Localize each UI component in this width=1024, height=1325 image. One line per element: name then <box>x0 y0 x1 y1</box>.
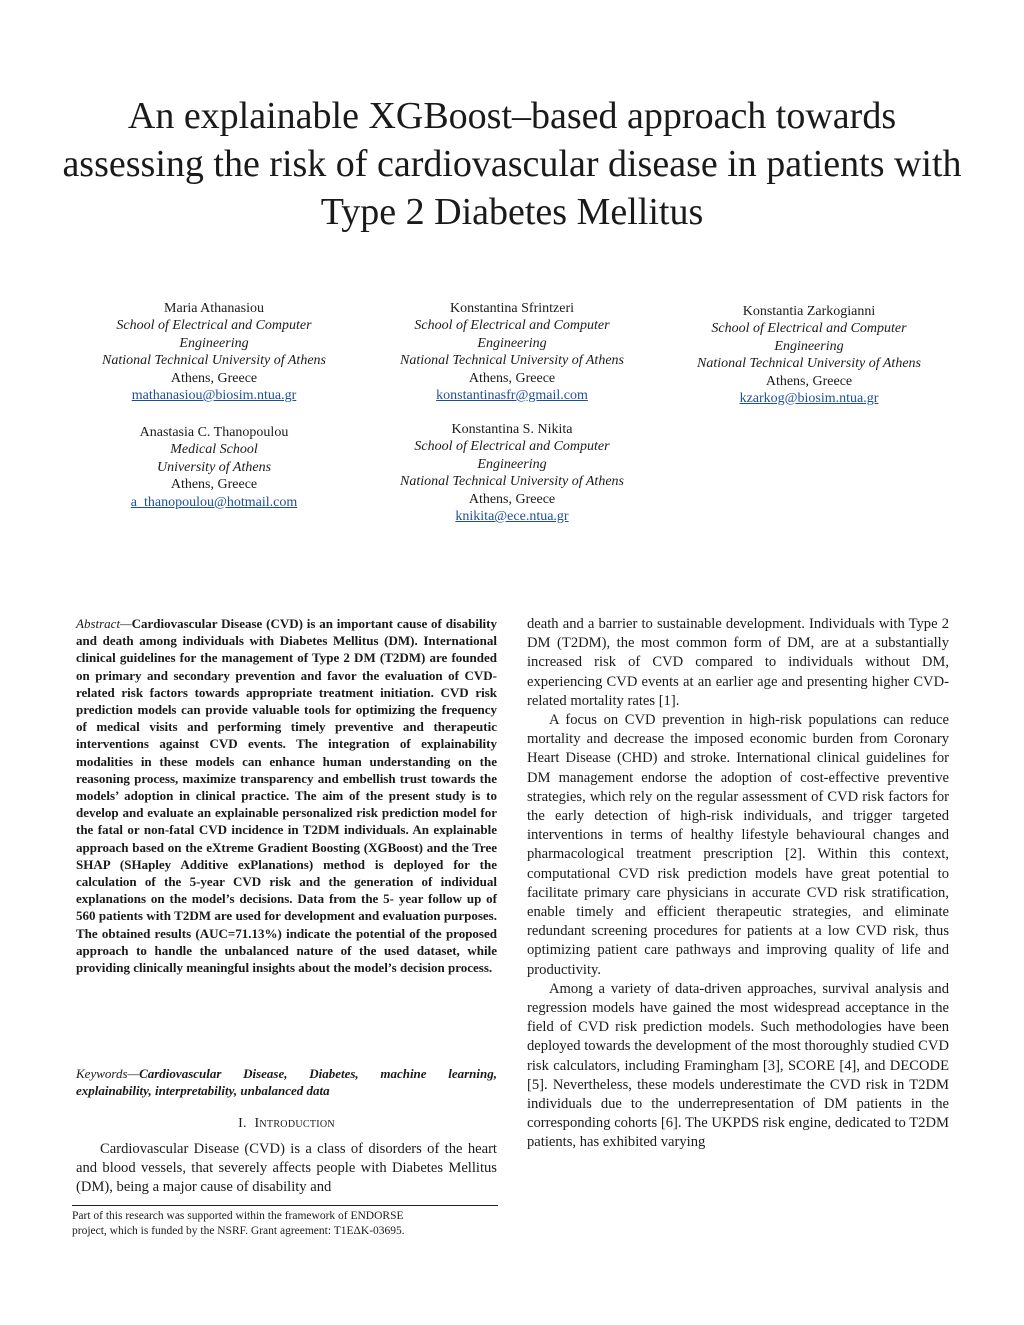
author-affiliation: National Technical University of Athens <box>400 353 624 369</box>
author-affiliation: School of Electrical and Computer <box>711 321 907 337</box>
author-affiliation: National Technical University of Athens <box>400 474 624 490</box>
author-affiliation: National Technical University of Athens <box>697 356 921 372</box>
author-name: Konstantina Sfrintzeri <box>449 301 575 316</box>
author-affiliation: Engineering <box>477 456 547 472</box>
author-affiliation: School of Electrical and Computer <box>414 318 610 334</box>
keywords-lead: Keywords— <box>76 1066 140 1081</box>
author-block <box>64 424 364 511</box>
footnote <box>72 1209 512 1239</box>
author-city: Athens, Greece <box>468 370 556 386</box>
author-city: Athens, Greece <box>765 373 853 389</box>
body-paragraph: Among a variety of data-driven approaches, survival analysis and regression models have gained the most widespread acceptance in the field of CVD risk prediction models. Such methodologies have been deployed towards the development of the most thoroughly studied CVD risk calculators, including Framingham [3], SCORE [4], and DECODE [5]. Nevertheless, these models underestimate the CVD risk in T2DM individuals due to the underrepresentation of DM patients in the corresponding cohorts [6]. The UKPDS risk engine, dedicated to T2DM patients, has exhibited varying <box>527 980 949 1151</box>
footnote-line: Part of this research was supported within the framework of ENDORSE <box>72 1210 404 1222</box>
author-block <box>659 303 959 407</box>
author-block <box>362 300 662 404</box>
abstract-lead: Abstract— <box>76 616 132 631</box>
author-block <box>362 421 662 525</box>
author-affiliation: Engineering <box>179 335 249 351</box>
author-city: Athens, Greece <box>170 370 258 386</box>
author-email-link[interactable]: knikita@ece.ntua.gr <box>455 509 569 525</box>
abstract-text: Cardiovascular Disease (CVD) is an important cause of disability and death among individuals with Diabetes Mellitus (DM). International clinical guidelines for the management of Type 2 DM (T2DM) are founded on primary and secondary prevention and favor the evaluation of CVD-related risk factors towards appropriate treatment initiation. CVD risk prediction models can provide valuable tools for optimizing the frequency of medical visits and performing timely preventive and therapeutic interventions against CVD events. The integration of explainability modalities in these models can enhance human understanding on the reasoning process, maximize transparency and embellish trust towards the models’ adoption in clinical practice. The aim of the present study is to develop and evaluate an explainable personalized risk prediction model for the fatal or non-fatal CVD incidence in T2DM individuals. An explainable approach based on the eXtreme Gradient Boosting (XGBoost) and the Tree SHAP (SHapley Additive exPlanations) method is deployed for the calculation of the 5-year CVD risk and the generation of individual explanations on the model’s decisions. Data from the 5- year follow up of 560 patients with T2DM are used for development and evaluation purposes. The obtained results (AUC=71.13%) indicate the potential of the proposed approach to handle the unbalanced nature of the used dataset, while providing clinically meaningful insights about the model’s decision process. <box>76 616 497 976</box>
keywords <box>76 1065 497 1099</box>
author-email-link[interactable]: mathanasiou@biosim.ntua.gr <box>131 388 297 404</box>
author-name: Maria Athanasiou <box>164 301 264 316</box>
author-email-link[interactable]: konstantinasfr@gmail.com <box>436 388 588 404</box>
author-affiliation: Engineering <box>477 335 547 351</box>
author-affiliation: Engineering <box>774 338 844 354</box>
author-affiliation: Medical School <box>170 442 258 458</box>
author-email-link[interactable]: a_thanopoulou@hotmail.com <box>130 494 298 510</box>
author-city: Athens, Greece <box>468 491 556 507</box>
body-paragraph: death and a barrier to sustainable development. Individuals with Type 2 DM (T2DM), the most common form of DM, are at a substantially increased risk of CVD compared to individuals without DM, experiencing CVD events at an earlier age and presenting higher CVD-related mortality rates [1]. <box>527 616 949 709</box>
author-city: Athens, Greece <box>170 477 258 493</box>
intro-paragraph: Cardiovascular Disease (CVD) is a class of disorders of the heart and blood vessels, that severely affects people with Diabetes Mellitus (DM), being a major cause of disability and <box>76 1141 497 1196</box>
author-affiliation: School of Electrical and Computer <box>414 439 610 455</box>
author-email-link[interactable]: kzarkog@biosim.ntua.gr <box>739 391 879 407</box>
author-block <box>64 300 364 404</box>
author-name: Anastasia C. Thanopoulou <box>139 425 289 440</box>
paper-title: An explainable XGBoost–based approach towards assessing the risk of cardiovascular disease in patients with Type 2 Diabetes Mellitus <box>62 95 962 233</box>
section-number: I. <box>238 1116 247 1131</box>
section-heading <box>76 1116 497 1132</box>
author-affiliation: University of Athens <box>156 459 272 475</box>
section-title: Introduction <box>254 1116 335 1131</box>
abstract <box>76 615 497 976</box>
footnote-line: project, which is funded by the NSRF. Grant agreement: T1EΔK-03695. <box>72 1225 405 1237</box>
right-column <box>527 615 949 1153</box>
author-affiliation: School of Electrical and Computer <box>116 318 312 334</box>
body-paragraph: A focus on CVD prevention in high-risk populations can reduce mortality and decrease the imposed economic burden from Coronary Heart Disease (CHD) and stroke. International clinical guidelines for DM management endorse the adoption of cost-effective preventive strategies, which rely on the regular assessment of CVD risk factors for the early detection of high-risk individuals, and trigger targeted interventions in terms of healthy lifestyle behavioural changes and pharmacological treatment prescription [2]. Within this context, computational CVD risk prediction models have great potential to facilitate primary care physicians in accurate CVD risk stratification, enable timely and efficient therapeutic strategies, and eliminate redundant screening procedures for patients at a low CVD risk, thus optimizing patient care pathways and improving quality of life and productivity. <box>527 712 949 978</box>
keywords-text: Cardiovascular Disease, Diabetes, machine learning, explainability, interpretability, unbalanced data <box>76 1066 497 1099</box>
author-affiliation: National Technical University of Athens <box>102 353 326 369</box>
author-name: Konstantina S. Nikita <box>451 422 573 437</box>
footnote-divider <box>72 1205 498 1206</box>
author-name: Konstantia Zarkogianni <box>742 304 876 319</box>
